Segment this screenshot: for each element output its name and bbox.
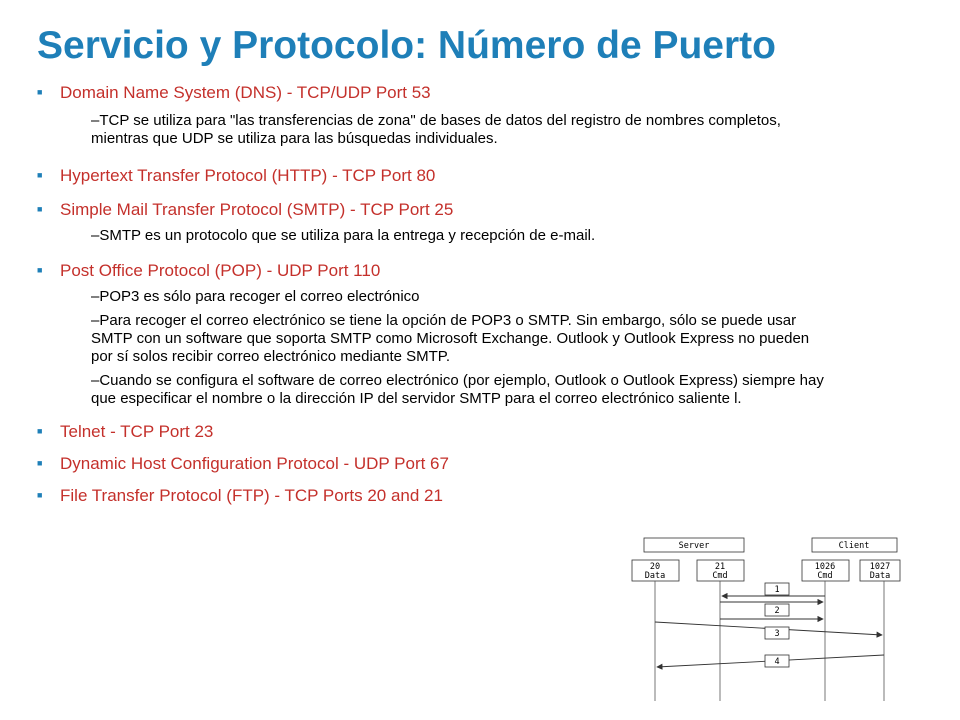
lifelines (655, 581, 884, 701)
svg-text:4: 4 (774, 657, 780, 667)
svg-text:3: 3 (774, 629, 780, 639)
bullet-item (37, 453, 837, 474)
slide-title: Servicio y Protocolo: Número de Puerto (37, 24, 776, 67)
bullet-list (37, 82, 837, 506)
bullet-text: File Transfer Protocol (FTP) - TCP Ports 20 and 21 (60, 486, 443, 505)
bullet-text: Simple Mail Transfer Protocol (SMTP) - TCP Port 25 (60, 200, 454, 219)
bullet-item (37, 165, 837, 186)
square-bullet-icon: ■ (37, 87, 43, 97)
port-role: Cmd (712, 571, 728, 581)
bullet-text: Domain Name System (DNS) - TCP/UDP Port 53 (60, 83, 431, 102)
port-role: Data (869, 571, 891, 581)
svg-text:2: 2 (774, 606, 780, 616)
step-label-4 (765, 655, 789, 667)
port-number: 21 (714, 562, 726, 572)
port-number: 1027 (869, 562, 891, 572)
sub-bullet-text: –POP3 es sólo para recoger el correo electrónico (91, 288, 420, 305)
server-box (644, 538, 744, 552)
square-bullet-icon: ■ (37, 426, 43, 436)
port-number: 20 (649, 562, 661, 572)
step-label-3 (765, 627, 789, 639)
square-bullet-icon: ■ (37, 204, 43, 214)
port-box-1027 (860, 560, 900, 581)
client-box (812, 538, 897, 552)
bullet-text: Hypertext Transfer Protocol (HTTP) - TCP Port 80 (60, 166, 436, 185)
square-bullet-icon: ■ (37, 490, 43, 500)
port-box-20 (632, 560, 679, 581)
sub-bullet-text: –TCP se utiliza para "las transferencias de zona" de bases de datos del registro de nombres completos, mientras que UDP se utiliza para las búsquedas individuales. (91, 112, 781, 147)
step-label-2 (765, 604, 789, 616)
bullet-item (37, 485, 837, 506)
svg-text:1: 1 (774, 585, 780, 595)
bullet-item (37, 421, 837, 442)
square-bullet-icon: ■ (37, 170, 43, 180)
port-number: 1026 (814, 562, 836, 572)
bullet-item (37, 199, 837, 220)
client-label: Client (838, 541, 870, 551)
bullet-item (37, 82, 837, 103)
port-role: Cmd (817, 571, 833, 581)
square-bullet-icon: ■ (37, 265, 43, 275)
port-role: Data (644, 571, 666, 581)
ftp-connection-diagram (622, 533, 902, 703)
step-label-1 (765, 583, 789, 595)
server-label: Server (678, 541, 710, 551)
sub-bullet-text: –SMTP es un protocolo que se utiliza para la entrega y recepción de e-mail. (91, 227, 596, 244)
port-box-21 (697, 560, 744, 581)
sub-bullet-text: –Para recoger el correo electrónico se tiene la opción de POP3 o SMTP. Sin embargo, sólo se puede usar SMTP con un software que soporta SMTP como Microsoft Exchange. Outlook y Outlook Express no pueden por sí solos recibir correo electrónico mediante SMTP. (91, 312, 810, 365)
bullet-item (37, 260, 837, 281)
bullet-text: Telnet - TCP Port 23 (60, 422, 214, 441)
port-box-1026 (802, 560, 849, 581)
square-bullet-icon: ■ (37, 458, 43, 468)
sub-bullet-text: –Cuando se configura el software de correo electrónico (por ejemplo, Outlook o Outlook Express) siempre hay que especificar el nombre o la dirección IP del servidor SMTP para el correo electrónico saliente l. (91, 372, 824, 407)
bullet-text: Dynamic Host Configuration Protocol - UDP Port 67 (60, 454, 449, 473)
bullet-text: Post Office Protocol (POP) - UDP Port 110 (60, 261, 381, 280)
